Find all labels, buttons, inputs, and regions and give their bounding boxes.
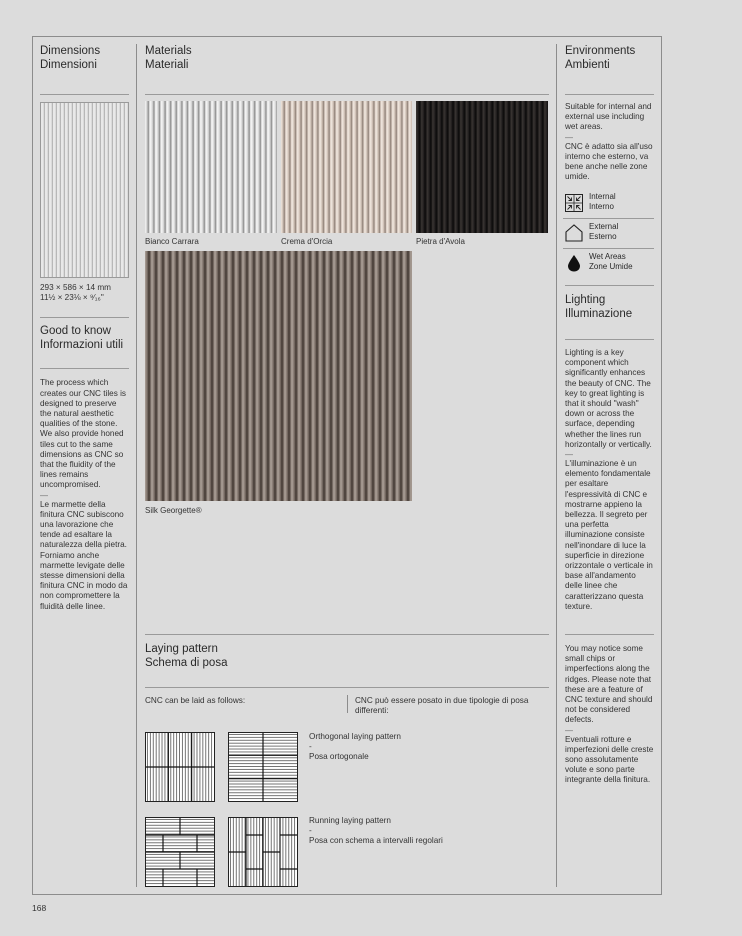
good-to-know-text-en: The process which creates our CNC tiles is designed to preserve the natural aesthetic qualities of the stone. We also provide honed tiles cut to the same dimensions as CNC so that the fluidity of the lines remains uncompromised. [40, 378, 126, 490]
caption-silk-georgette: Silk Georgette® [145, 506, 202, 515]
dimensions-title-it: Dimensioni [40, 59, 97, 71]
internal-label-it: Interno [589, 202, 614, 211]
separator-dash: — [565, 450, 573, 460]
separator-dash: — [565, 132, 573, 142]
swatch-pietra-davola [416, 101, 548, 233]
divider [40, 94, 129, 95]
external-label-it: Esterno [589, 232, 617, 241]
running-pattern-staggered [228, 817, 298, 887]
divider [40, 317, 129, 318]
internal-label-en: Internal [589, 192, 616, 201]
water-drop-icon [565, 254, 583, 272]
divider [565, 94, 654, 95]
running-sep: - [309, 826, 312, 835]
internal-icon [565, 194, 583, 212]
lighting-section [565, 285, 655, 612]
laying-title-it: Schema di posa [145, 657, 228, 669]
tile-dimension-diagram [40, 102, 129, 278]
lighting-text-en: Lighting is a key component which significantly enhances the beauty of CNC. The key to great lighting is that it should "wash" down or across the surface, depending whether the lines run horizontally or vertically. [565, 348, 652, 449]
orthogonal-pattern-vertical [145, 732, 215, 802]
good-to-know-text-it: Le marmette della finitura CNC subiscono una lavorazione che tende ad esaltare la naturalezza della pietra. Forniamo anche marmette levigate delle stesse dimensioni della finitura CNC in modo da non compromettere la fluidità delle linee. [40, 499, 128, 611]
wet-label-it: Zone Umide [589, 262, 633, 271]
divider [565, 339, 654, 340]
dimensions-title-en: Dimensions [40, 45, 101, 57]
running-label-en: Running laying pattern [309, 816, 391, 825]
orthogonal-pattern-horizontal [228, 732, 298, 802]
column-divider-right [556, 44, 557, 887]
lighting-title-it: Illuminazione [565, 308, 633, 320]
running-label-it: Posa con schema a intervalli regolari [309, 836, 443, 845]
column-divider-left [136, 44, 137, 887]
swatch-silk-georgette [145, 251, 412, 501]
page-number: 168 [32, 903, 47, 913]
materials-column [145, 44, 550, 95]
separator-dash: — [40, 490, 48, 500]
house-icon [565, 224, 583, 242]
size-in: 11½ × 23⅛ × ⁹⁄₁₆" [40, 293, 104, 303]
materials-title-en: Materials [145, 45, 192, 57]
orthogonal-sep: - [309, 742, 312, 751]
separator-dash: — [565, 725, 573, 735]
internal-row [563, 189, 654, 219]
divider [145, 94, 549, 95]
external-label-en: External [589, 222, 619, 231]
dimensions-column [40, 44, 130, 612]
good-to-know-title-it: Informazioni utili [40, 339, 124, 352]
running-pattern-brick [145, 817, 215, 887]
environments-text-en: Suitable for internal and external use including wet areas. [565, 102, 652, 132]
divider [40, 368, 129, 369]
lighting-text-it: L'illuminazione è un elemento fondamentale per esaltare l'espressività di CNC e mostrarne appieno la bellezza. Il segreto per una perfetta illuminazione consiste nell'inondare di luce la superficie in direzione orizzontale o verticale in base all'andamento delle linee che caratterizzano questa texture. [565, 459, 653, 611]
laying-intro-en: CNC can be laid as follows: [145, 696, 246, 705]
caption-crema-dorcia: Crema d'Orcia [281, 237, 333, 246]
laying-title-en: Laying pattern [145, 643, 218, 655]
environments-text-it: CNC è adatto sia all'uso interno che esterno, va bene anche nelle zone umide. [565, 141, 653, 182]
divider [565, 285, 654, 286]
caption-pietra-davola: Pietra d'Avola [416, 237, 465, 246]
notice-text-en: You may notice some small chips or imperfections along the ridges. Please note that these are a feature of CNC texture and should not be considered defects. [565, 644, 653, 725]
divider [565, 634, 654, 635]
good-to-know-title-en: Good to know [40, 325, 111, 338]
intro-divider [347, 695, 348, 713]
wet-label-en: Wet Areas [589, 252, 626, 261]
size-mm: 293 × 586 × 14 mm [40, 283, 112, 292]
laying-intro-it: CNC può essere posato in due tipologie di posa differenti: [355, 696, 529, 716]
divider [145, 634, 549, 635]
environments-title-it: Ambienti [565, 59, 610, 71]
environments-column [565, 44, 655, 182]
lighting-title-en: Lighting [565, 294, 606, 306]
external-row [563, 219, 654, 249]
swatch-crema-dorcia [281, 101, 412, 233]
divider [145, 687, 549, 688]
notice-text-it: Eventuali rotture e imperfezioni delle creste sono assolutamente volute e sono parte integrante della finitura. [565, 734, 654, 785]
swatch-bianco-carrara [145, 101, 277, 233]
orthogonal-label-en: Orthogonal laying pattern [309, 732, 401, 741]
orthogonal-label-it: Posa ortogonale [309, 752, 369, 761]
wet-areas-row [563, 249, 654, 279]
environments-title-en: Environments [565, 45, 636, 57]
notice-section [565, 634, 655, 786]
caption-bianco-carrara: Bianco Carrara [145, 237, 199, 246]
materials-title-it: Materiali [145, 59, 189, 71]
